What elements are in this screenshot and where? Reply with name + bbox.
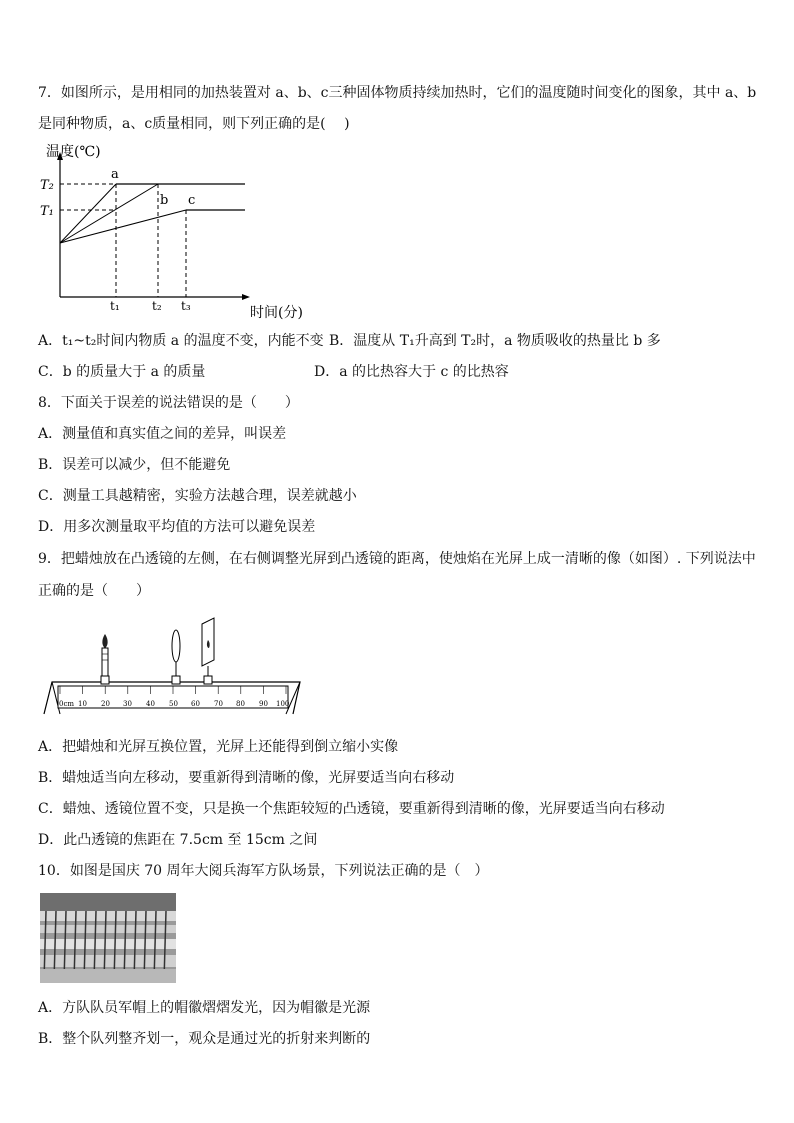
optical-bench-diagram — [38, 610, 308, 720]
x-axis-label: 时间(分) — [250, 305, 303, 320]
naval-parade-photo — [40, 893, 176, 983]
ruler-tick-50: 50 — [169, 700, 178, 708]
q9-option-d: D．此凸透镜的焦距在 7.5cm 至 15cm 之间 — [38, 832, 318, 848]
ruler-tick-80: 80 — [236, 700, 245, 708]
t3-label: t₃ — [181, 299, 191, 313]
q7-stem-line1: 7．如图所示，是用相同的加热装置对 a、b、c三种固体物质持续加热时，它们的温度随时间变化的图象，其中 a、b — [38, 85, 757, 101]
t2-label: t₂ — [152, 299, 162, 313]
label-a: a — [111, 167, 119, 182]
q9-stem-line2: 正确的是（ ） — [38, 583, 150, 599]
q8-option-c: C．测量工具越精密，实验方法越合理，误差就越小 — [38, 488, 357, 504]
ruler-tick-90: 90 — [259, 700, 268, 708]
q8-option-d: D．用多次测量取平均值的方法可以避免误差 — [38, 519, 316, 535]
ruler-unit: 0cm — [59, 700, 75, 708]
q9-stem-line1: 9．把蜡烛放在凸透镜的左侧，在右侧调整光屏到凸透镜的距离，使烛焰在光屏上成一清晰的像（如图）. 下列说法中 — [38, 551, 756, 567]
ruler-tick-40: 40 — [146, 700, 155, 708]
candle-icon — [101, 634, 109, 684]
q7-option-b: B．温度从 T₁升高到 T₂时，a 物质吸收的热量比 b 多 — [329, 333, 661, 349]
ruler-tick-10: 10 — [78, 700, 87, 708]
q9-option-c: C．蜡烛、透镜位置不变，只是换一个焦距较短的凸透镜，要重新得到清晰的像，光屏要适当向右移动 — [38, 801, 665, 817]
q7-option-a: A．t₁~t₂时间内物质 a 的温度不变，内能不变 — [38, 333, 324, 349]
q7-option-c: C．b 的质量大于 a 的质量 — [38, 364, 206, 380]
line-c — [60, 210, 186, 243]
y-axis-label: 温度(℃) — [46, 144, 101, 160]
q7-stem-line2: 是同种物质，a、c质量相同，则下列正确的是( ) — [38, 116, 350, 132]
q9-option-b: B．蜡烛适当向左移动，要重新得到清晰的像，光屏要适当向右移动 — [38, 770, 455, 786]
q10-option-b: B．整个队列整齐划一，观众是通过光的折射来判断的 — [38, 1031, 371, 1047]
T1-label: T₁ — [40, 204, 54, 219]
convex-lens-icon — [172, 630, 180, 684]
q10-option-a: A．方队队员军帽上的帽徽熠熠发光，因为帽徽是光源 — [38, 1000, 371, 1016]
q9-option-a: A．把蜡烛和光屏互换位置，光屏上还能得到倒立缩小实像 — [38, 739, 399, 755]
q7-option-d: D．a 的比热容大于 c 的比热容 — [314, 364, 509, 380]
ruler-tick-60: 60 — [191, 700, 200, 708]
label-b: b — [160, 193, 169, 208]
line-b — [60, 184, 158, 243]
label-c: c — [188, 193, 196, 208]
q8-stem: 8．下面关于误差的说法错误的是（ ） — [38, 395, 299, 411]
q8-option-b: B．误差可以减少，但不能避免 — [38, 457, 231, 473]
T2-label: T₂ — [40, 178, 54, 193]
t1-label: t₁ — [110, 299, 120, 313]
ruler-tick-100: 100 — [276, 700, 290, 708]
q10-stem: 10．如图是国庆 70 周年大阅兵海军方队场景，下列说法正确的是（ ） — [38, 863, 489, 879]
q8-option-a: A．测量值和真实值之间的差异，叫误差 — [38, 426, 287, 442]
line-a — [60, 184, 116, 243]
light-screen-icon — [202, 618, 214, 684]
temperature-time-graph — [38, 140, 308, 320]
ruler-tick-20: 20 — [101, 700, 110, 708]
ruler-tick-30: 30 — [123, 700, 132, 708]
ruler-tick-70: 70 — [214, 700, 223, 708]
